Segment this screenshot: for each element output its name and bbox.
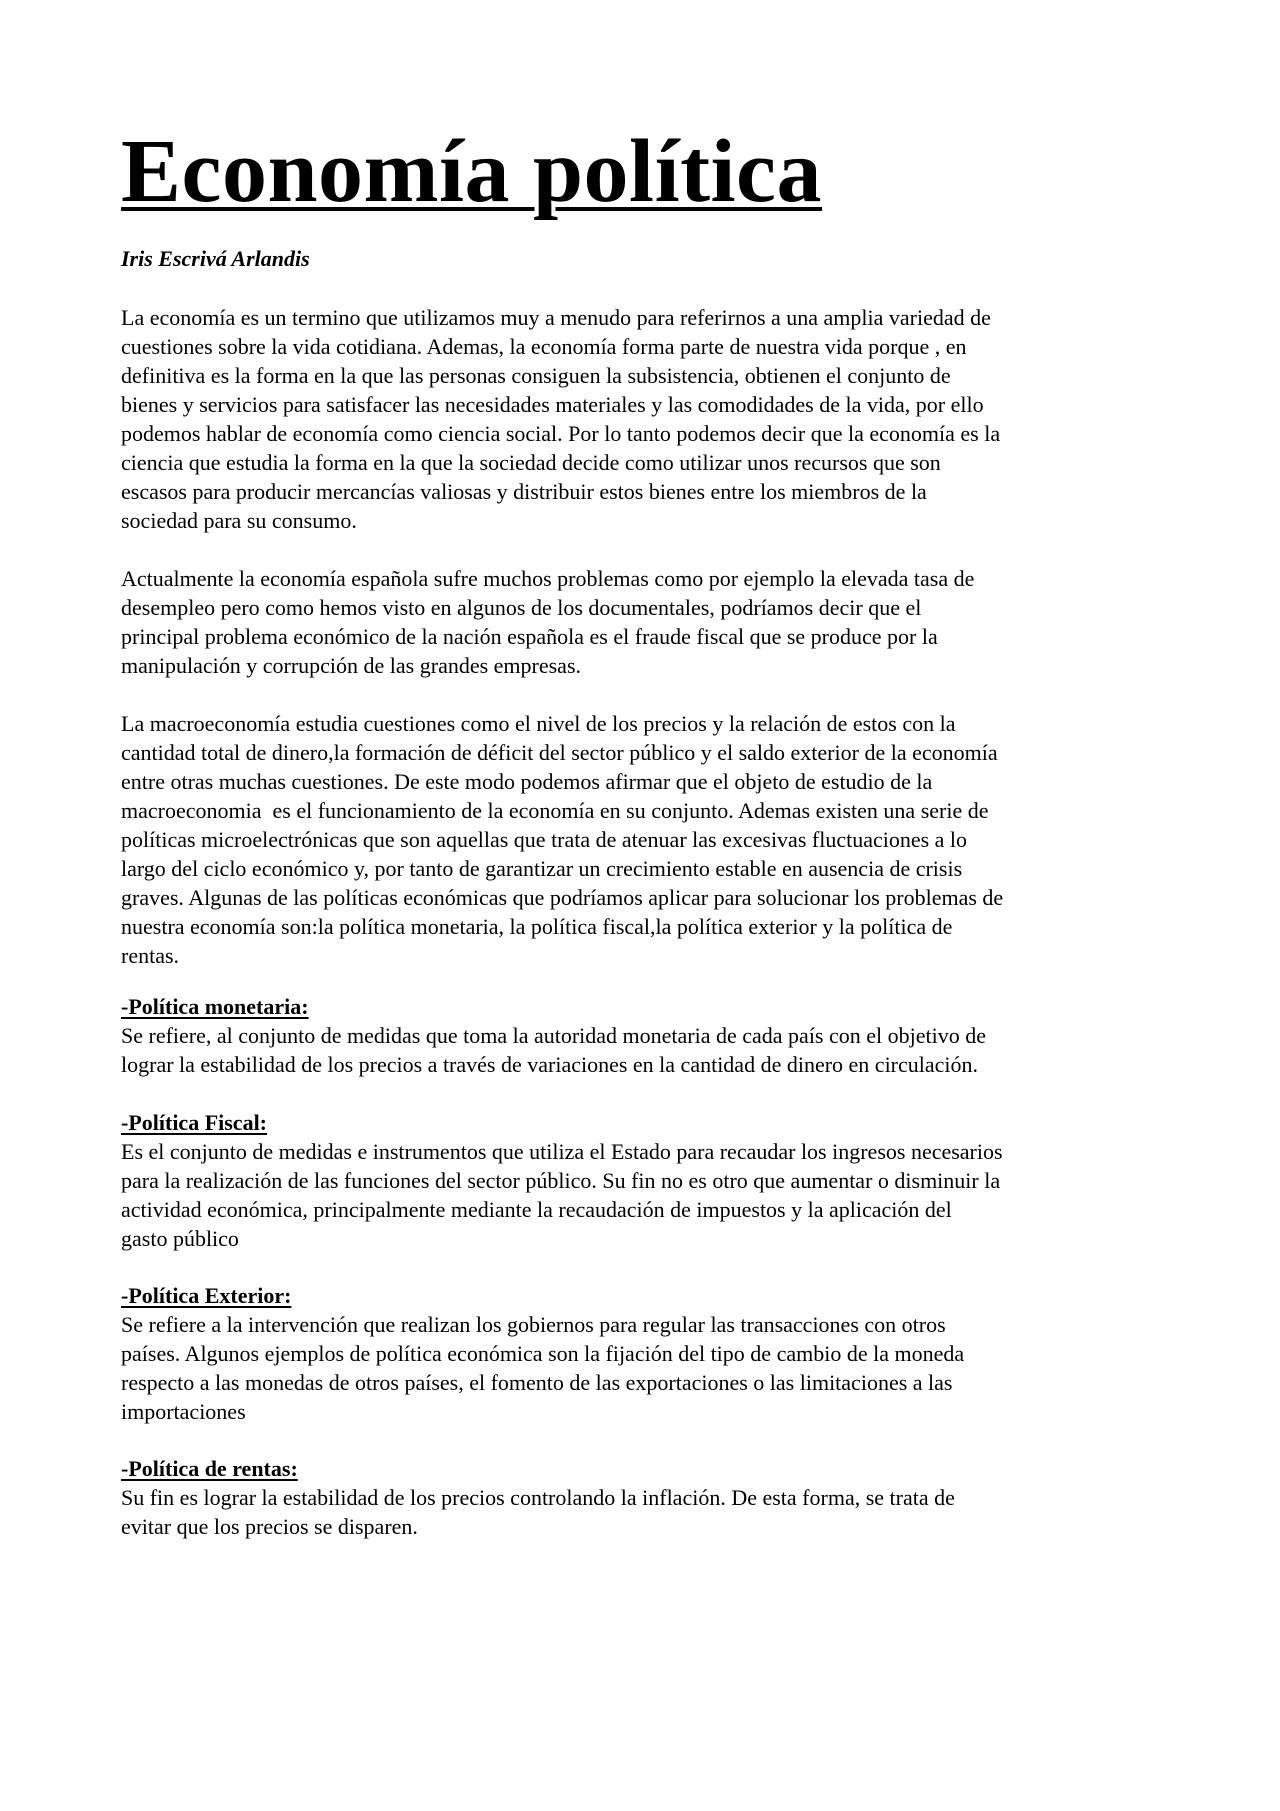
- text-line: desempleo pero como hemos visto en algunos de los documentales, podríamos decir que el: [121, 595, 922, 620]
- text-line: podemos hablar de economía como ciencia social. Por lo tanto podemos decir que la economía es la: [121, 421, 1001, 446]
- text-line: principal problema económico de la nación española es el fraude fiscal que se produce por la: [121, 624, 938, 649]
- section-foreign-policy: [121, 1281, 964, 1426]
- section-heading: -Política de rentas:: [121, 1456, 298, 1481]
- text-line: lograr la estabilidad de los precios a través de variaciones en la cantidad de dinero en circulación.: [121, 1052, 979, 1077]
- text-line: graves. Algunas de las políticas económicas que podríamos aplicar para solucionar los problemas de: [121, 885, 1004, 910]
- text-line: La macroeconomía estudia cuestiones como el nivel de los precios y la relación de estos con la: [121, 711, 956, 736]
- text-line: largo del ciclo económico y, por tanto de garantizar un crecimiento estable en ausencia de crisis: [121, 856, 963, 881]
- section-heading: -Política Fiscal:: [121, 1110, 268, 1135]
- paragraph-intro: [121, 303, 1000, 535]
- text-line: evitar que los precios se disparen.: [121, 1514, 418, 1539]
- text-line: Es el conjunto de medidas e instrumentos que utiliza el Estado para recaudar los ingresos necesarios: [121, 1139, 1003, 1164]
- section-heading: -Política monetaria:: [121, 994, 309, 1019]
- section-income-policy: [121, 1454, 955, 1541]
- text-line: entre otras muchas cuestiones. De este modo podemos afirmar que el objeto de estudio de la: [121, 769, 933, 794]
- section-heading: -Política Exterior:: [121, 1283, 292, 1308]
- text-line: ciencia que estudia la forma en la que la sociedad decide como utilizar unos recursos que son: [121, 450, 941, 475]
- text-line: Se refiere a la intervención que realizan los gobiernos para regular las transacciones con otros: [121, 1312, 946, 1337]
- text-line: respecto a las monedas de otros países, el fomento de las exportaciones o las limitaciones a las: [121, 1370, 953, 1395]
- text-line: importaciones: [121, 1399, 246, 1424]
- text-line: Actualmente la economía española sufre muchos problemas como por ejemplo la elevada tasa de: [121, 566, 975, 591]
- text-line: actividad económica, principalmente mediante la recaudación de impuestos y la aplicación del: [121, 1197, 952, 1222]
- text-line: Su fin es lograr la estabilidad de los precios controlando la inflación. De esta forma, se trata de: [121, 1485, 955, 1510]
- text-line: para la realización de las funciones del sector público. Su fin no es otro que aumentar o disminuir la: [121, 1168, 1001, 1193]
- text-line: sociedad para su consumo.: [121, 508, 357, 533]
- document-title: Economía política: [121, 122, 822, 221]
- text-line: políticas microelectrónicas que son aquellas que trata de atenuar las excesivas fluctuaciones a lo: [121, 827, 968, 852]
- text-line: bienes y servicios para satisfacer las necesidades materiales y las comodidades de la vida, por ello: [121, 392, 984, 417]
- author-name: Iris Escrivá Arlandis: [121, 246, 310, 271]
- text-line: macroeconomia es el funcionamiento de la economía en su conjunto. Ademas existen una serie de: [121, 798, 989, 823]
- text-line: rentas.: [121, 943, 180, 968]
- paragraph-macroeconomics: [121, 709, 1003, 970]
- text-line: Se refiere, al conjunto de medidas que toma la autoridad monetaria de cada país con el objetivo de: [121, 1023, 987, 1048]
- text-line: países. Algunos ejemplos de política económica son la fijación del tipo de cambio de la moneda: [121, 1341, 965, 1366]
- text-line: nuestra economía son:la política monetaria, la política fiscal,la política exterior y la política de: [121, 914, 953, 939]
- text-line: definitiva es la forma en la que las personas consiguen la subsistencia, obtienen el conjunto de: [121, 363, 951, 388]
- text-line: escasos para producir mercancías valiosas y distribuir estos bienes entre los miembros de la: [121, 479, 927, 504]
- text-line: gasto público: [121, 1226, 239, 1251]
- paragraph-spain-economy: [121, 564, 974, 680]
- section-fiscal-policy: [121, 1108, 1003, 1253]
- text-line: La economía es un termino que utilizamos muy a menudo para referirnos a una amplia variedad de: [121, 305, 991, 330]
- text-line: cuestiones sobre la vida cotidiana. Ademas, la economía forma parte de nuestra vida porque , en: [121, 334, 967, 359]
- text-line: cantidad total de dinero,la formación de déficit del sector público y el saldo exterior de la economía: [121, 740, 998, 765]
- text-line: manipulación y corrupción de las grandes empresas.: [121, 653, 582, 678]
- section-monetary-policy: [121, 992, 986, 1079]
